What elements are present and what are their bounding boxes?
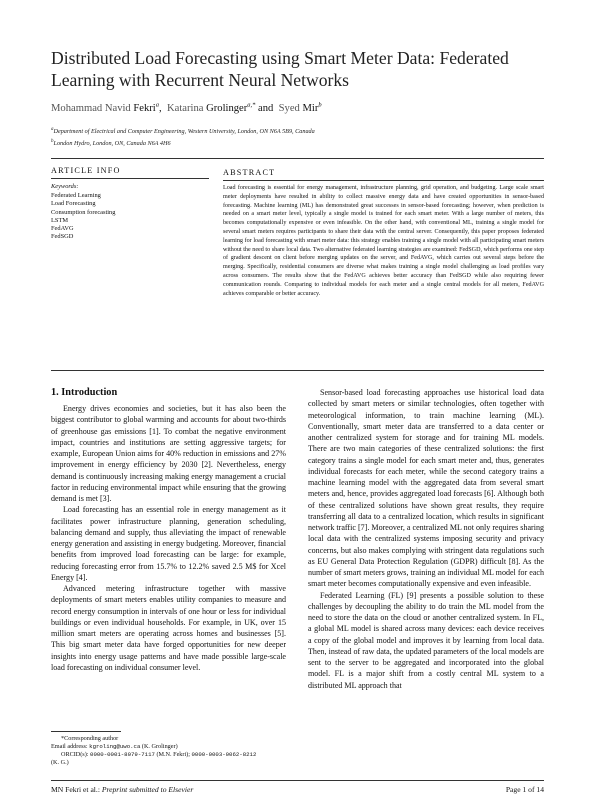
affiliation-a <box>51 128 315 135</box>
abstract-text: Load forecasting is essential for energy management, infrastructure planning, grid operation, and budgeting. Large scale smart meter deployments have resulted in ability to collect massive energy data and have created opportunities in sensor-based forecasting. Machine learning (ML) has demonstrated great successes in sensor-based forecasting; however, when prediction is needed on a smart meter level, typically a single model is trained for each smart meter. With a large number of meters, this becomes computationally expensive or even infeasible. On the other hand, with conventional ML, training a single model for several smart meters requires participants to share their data with the central server. Consequently, this paper proposes federated learning for load forecasting with smart meter data: this strategy enables training a single model with all participating smart meters without the need to share local data. Two alternative federated learning strategies are examined: FedSGD, which performs one step of gradient descent on client before merging updates on the server, and FedAVG, which carries out several steps before the merging. Specifically, residential consumers are diverse what makes training a single model challenging as load profiles vary across consumers. The results show that the FedAVG achieves better accuracy than FedSGD while also requiring fewer communication rounds. Comparing to individual models for each meter and a single central models for all meters, FedAVG achieves comparable or better accuracy. <box>223 185 544 297</box>
keyword: Consumption forecasting <box>51 208 116 216</box>
header-divider <box>51 158 544 159</box>
author-last-name: Fekri <box>133 103 156 114</box>
author-separator: and <box>255 103 279 114</box>
paragraph: Federated Learning (FL) [9] presents a possible solution to these challenges by decoupling the ability to do train the ML model from the need to store the data on the cloud or another centralized system. In FL, a global ML model is shared across many devices: each device receives a copy of the global model and improves it by learning from local data. Then, instead of raw data, the updated parameters of the local models are sent to the server to be aggregated and incorporated into the global model. FL is a major shift from a costly central ML system to a distributed ML approach that <box>308 590 544 690</box>
footnotes <box>51 735 256 767</box>
keyword: LSTM <box>51 216 69 224</box>
author-last-name: Mir <box>302 103 319 114</box>
affiliation-marker: a <box>51 126 54 132</box>
keyword: FedSGD <box>51 233 74 241</box>
orcid-owner-2: (K. G.) <box>51 759 69 767</box>
keyword: Load Forecasting <box>51 200 96 208</box>
author-first-name: Mohammad Navid <box>51 103 134 114</box>
orcid-label: ORCID(s): <box>61 751 91 759</box>
affiliation-text: London Hydro, London, ON, Canada N6A 4H6 <box>53 140 171 147</box>
paragraph: Load forecasting has an essential role in energy management as it facilitates power infrastructure planning, generation scheduling, balancing demand and supply, thus alleviating the impact of renewable energy generation and assisting in energy budgeting. Moreover, financial benefits from improved load forecasting can be large: for example, reducing forecasting error from 15.7% to 12.2% saved 2.5 M$ for Xcel Energy [4]. <box>51 505 286 582</box>
affiliation-text: Department of Electrical and Computer Engineering, Western University, London, ON N6A 5B9, Canada <box>53 128 315 135</box>
email-line <box>51 743 256 751</box>
author-affiliation-marker: a,* <box>247 101 256 109</box>
keyword: FedAVG <box>51 225 74 233</box>
paragraph: Sensor-based load forecasting approaches use historical load data collected by smart meters or similar technologies, often together with meteorological information, to train machine learning (ML). Conventionally, smart meter data are transferred to a data center or another centralized system for storage and for training ML models. There are two main categories of these centralized solutions: the first category trains a single model for each smart meter and, thus, generates individual forecasts for each meter, while the second category trains a machine learning model with the aggregated data from several smart meters and, hence, provides aggregated load forecasts [6]. Although both of these centralized solutions have shown great results, they require transferring all data to a centralized location, which results in significant network traffic [7]. Moreover, a centralized ML not only requires sharing local data with the centralized systems imposing security and privacy concerns, but also makes complying with stringent data regulations such as EU General Data Protection Regulation (GDPR) difficult [8]. As the number of smart meters grows, training an individual ML model for each smart meter becomes computationally expensive and even infeasible. <box>308 388 544 589</box>
abstract-heading: ABSTRACT <box>223 168 276 177</box>
abstract-divider <box>223 180 544 181</box>
orcid-line <box>51 751 256 759</box>
author[interactable] <box>279 103 322 114</box>
footer-venue: Preprint submitted to Elsevier <box>101 785 194 794</box>
author[interactable] <box>167 103 255 114</box>
footer-authors: MN Fekri et al.: <box>51 785 102 794</box>
running-footer <box>51 785 193 794</box>
affiliation-b <box>51 140 171 147</box>
article-info-heading: ARTICLE INFO <box>51 166 121 175</box>
author-separator: , <box>159 103 167 114</box>
orcid-link-2[interactable]: 0000-0003-0062-8212 <box>191 751 257 759</box>
paragraph: Energy drives economies and societies, but it has also been the biggest contributor to global warming and accounts for about two-thirds of greenhouse gas emissions [1]. To combat the negative environment impact, countries and institutions are setting aggressive targets; for example, European Union aims for 40% reduction in emissions and 27% improvement in energy efficiency by 2030 [2]. Nevertheless, energy demand is continuously increasing making energy management a crucial factor in reducing environmental impact while ensuring that the growing demand is met [3]. <box>51 404 286 503</box>
footer-divider <box>51 780 544 781</box>
keywords-list <box>51 192 115 242</box>
affiliation-marker: b <box>51 138 54 144</box>
email-label: Email address: <box>51 743 90 751</box>
author-last-name: Grolinger <box>206 103 248 114</box>
author[interactable] <box>51 103 159 114</box>
email-owner: (K. Grolinger) <box>140 743 178 751</box>
body-column-left <box>51 403 286 673</box>
author-list <box>51 103 322 114</box>
keyword: Federated Learning <box>51 192 101 199</box>
keywords-label: Keywords: <box>51 183 79 190</box>
author-affiliation-marker: b <box>318 101 322 109</box>
body-column-right <box>308 387 544 691</box>
orcid-owner-1: (M.N. Fekri); <box>154 751 192 759</box>
paper-title: Distributed Load Forecasting using Smart Meter Data: Federated Learning with Recurrent Neural Networks <box>51 48 509 90</box>
author-first-name: Katarina <box>166 103 207 114</box>
author-first-name: Syed <box>278 103 303 114</box>
orcid-link-1[interactable]: 0000-0001-8079-7117 <box>90 751 155 759</box>
author-affiliation-marker: a <box>155 101 160 109</box>
page-number: Page 1 of 14 <box>505 785 544 794</box>
abstract-bottom-divider <box>51 370 544 371</box>
corresponding-note: *Corresponding author <box>61 735 119 742</box>
footnote-divider <box>51 731 121 732</box>
email-link[interactable]: kgroling@uwo.ca <box>89 743 141 751</box>
paragraph: Advanced metering infrastructure together with massive deployments of smart meters enables utility companies to measure and record energy consumption in intervals of one hour or less for individual buildings or even individual households. For example, in UK, over 15 million smart meters are operating across homes and businesses [5]. This big smart meter data have forged opportunities for new deeper insights into energy usage patterns and have made possible large-scale load forecasting on individual consumer level. <box>51 584 286 672</box>
article-info-divider <box>51 178 209 179</box>
section-heading-introduction: 1. Introduction <box>51 387 118 398</box>
